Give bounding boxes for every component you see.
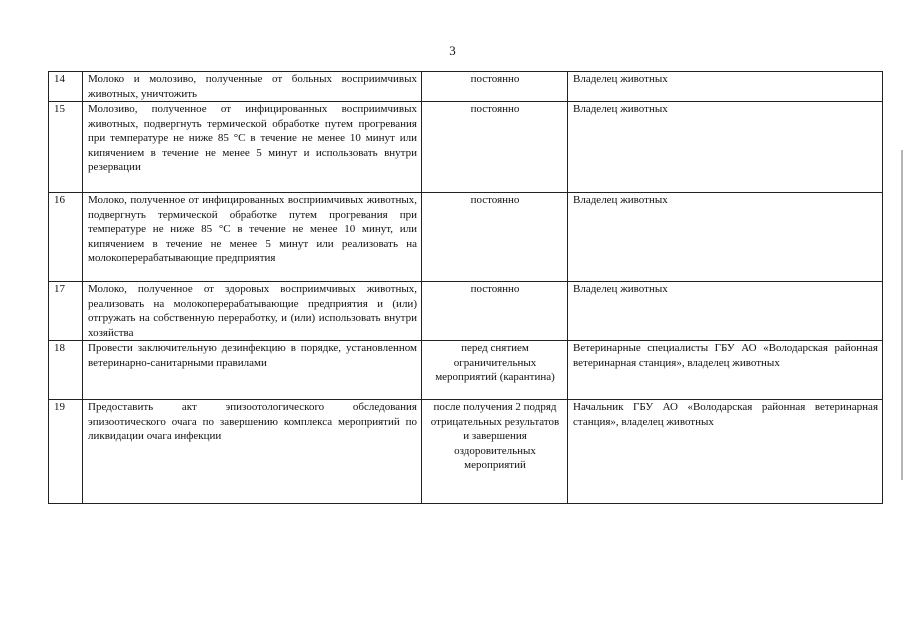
- measure-cell: Молоко, полученное от здоровых восприимчивых животных, реализовать на молокоперерабатывающие предприятия и (или) отгружать на собственную переработку, и (или) использовать внутри хозяйства: [83, 282, 422, 341]
- table-row: [49, 193, 883, 282]
- term-cell: постоянно: [422, 193, 568, 282]
- table-row: [49, 341, 883, 400]
- measure-cell: Молоко, полученное от инфицированных восприимчивых животных, подвергнуть термической обработке путем прогревания при температуре не ниже 85 °С в течение не менее 10 минут, или кипячением в течение не менее 5 минут или реализовать на молокоперерабатывающие предприятия: [83, 193, 422, 282]
- responsible-cell: Владелец животных: [568, 72, 883, 102]
- table-row: [49, 282, 883, 341]
- term-cell: постоянно: [422, 282, 568, 341]
- measure-cell: Молозиво, полученное от инфицированных восприимчивых животных, подвергнуть термической обработке путем прогревания при температуре не ниже 85 °С в течение не менее 10 минут или кипячением в течение не менее 5 минут и использовать внутри резервации: [83, 102, 422, 193]
- term-cell: постоянно: [422, 102, 568, 193]
- term-cell: после получения 2 подряд отрицательных результатов и завершения оздоровительных мероприятий: [422, 400, 568, 504]
- responsible-cell: Владелец животных: [568, 282, 883, 341]
- responsible-cell: Владелец животных: [568, 193, 883, 282]
- row-number: 19: [49, 400, 83, 504]
- responsible-cell: Начальник ГБУ АО «Володарская районная ветеринарная станция», владелец животных: [568, 400, 883, 504]
- term-cell: постоянно: [422, 72, 568, 102]
- scan-edge-line: [901, 150, 903, 480]
- term-cell: перед снятием ограничительных мероприятий (карантина): [422, 341, 568, 400]
- measure-cell: Провести заключительную дезинфекцию в порядке, установленном ветеринарно-санитарными правилами: [83, 341, 422, 400]
- responsible-cell: Ветеринарные специалисты ГБУ АО «Володарская районная ветеринарная станция», владелец животных: [568, 341, 883, 400]
- responsible-cell: Владелец животных: [568, 102, 883, 193]
- measures-table: [48, 71, 883, 504]
- row-number: 16: [49, 193, 83, 282]
- table-row: [49, 102, 883, 193]
- table-row: [49, 400, 883, 504]
- measure-cell: Предоставить акт эпизоотологического обследования эпизоотического очага по завершению комплекса мероприятий по ликвидации очага инфекции: [83, 400, 422, 504]
- row-number: 14: [49, 72, 83, 102]
- row-number: 15: [49, 102, 83, 193]
- measure-cell: Молоко и молозиво, полученные от больных восприимчивых животных, уничтожить: [83, 72, 422, 102]
- page-number: 3: [449, 43, 456, 58]
- row-number: 18: [49, 341, 83, 400]
- table-row: [49, 72, 883, 102]
- row-number: 17: [49, 282, 83, 341]
